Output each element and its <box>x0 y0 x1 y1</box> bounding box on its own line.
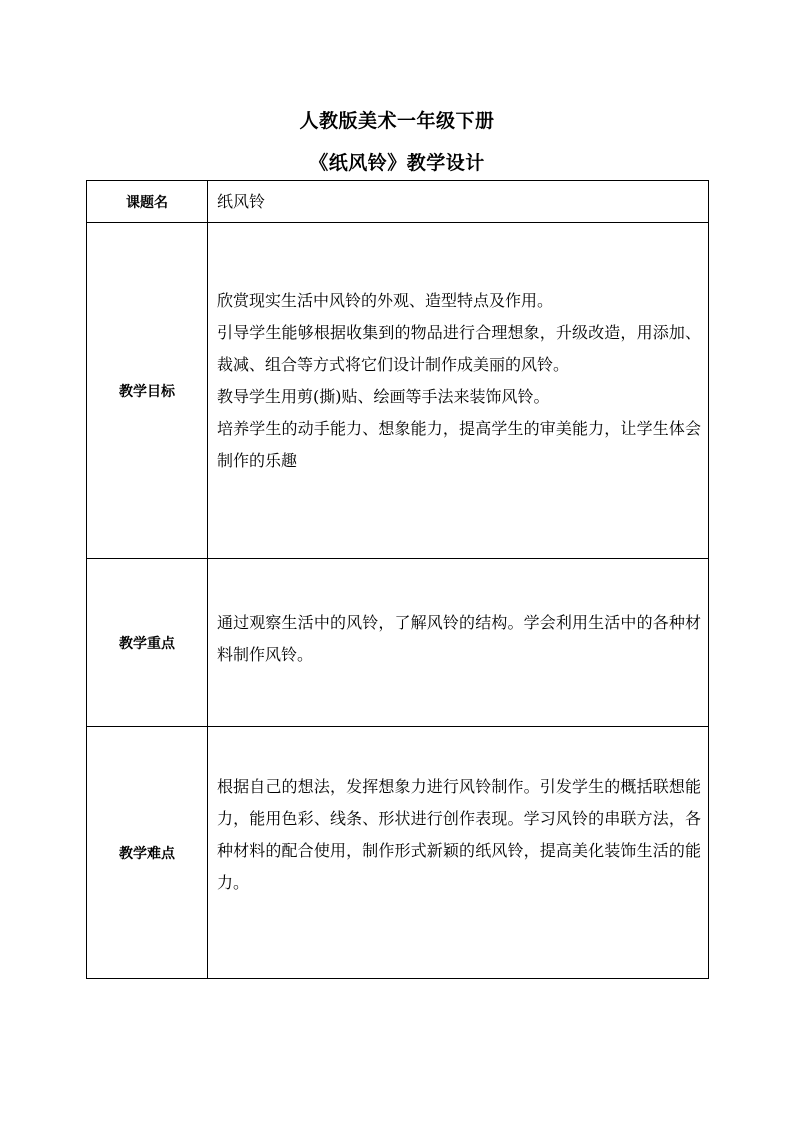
goal-item: 引导学生能够根据收集到的物品进行合理想象，升级改造，用添加、裁减、组合等方式将它们设计制作成美丽的风铃。 <box>217 322 701 374</box>
document-title: 人教版美术一年级下册 <box>299 110 495 132</box>
table-row-key-points <box>87 559 709 727</box>
key-points-label: 教学重点 <box>87 559 208 727</box>
difficulties-text: 根据自己的想法，发挥想象力进行风铃制作。引发学生的概括联想能力，能用色彩、线条、形状进行创作表现。学习风铃的串联方法，各种材料的配合使用，制作形式新颖的纸风铃，提高美化装饰生活的能力。 <box>217 776 701 892</box>
table-row-difficulties <box>87 727 709 979</box>
goals-label: 教学目标 <box>87 223 208 559</box>
difficulties-cell <box>208 727 709 979</box>
goal-item: 教导学生用剪(撕)贴、绘画等手法来装饰风铃。 <box>217 386 550 406</box>
key-points-cell <box>208 559 709 727</box>
table-row-topic <box>87 181 709 223</box>
document-subtitle: 《纸风铃》教学设计 <box>309 152 485 174</box>
difficulties-label: 教学难点 <box>87 727 208 979</box>
key-points-text: 通过观察生活中的风铃，了解风铃的结构。学会利用生活中的各种材料制作风铃。 <box>217 612 701 664</box>
topic-label: 课题名 <box>87 181 208 223</box>
table-row-goals <box>87 223 709 559</box>
goals-cell <box>208 223 709 559</box>
topic-value: 纸风铃 <box>208 181 709 223</box>
goal-item: 培养学生的动手能力、想象能力，提高学生的审美能力，让学生体会制作的乐趣 <box>217 418 701 470</box>
lesson-plan-table <box>86 180 709 979</box>
goal-item: 欣赏现实生活中风铃的外观、造型特点及作用。 <box>217 290 554 310</box>
